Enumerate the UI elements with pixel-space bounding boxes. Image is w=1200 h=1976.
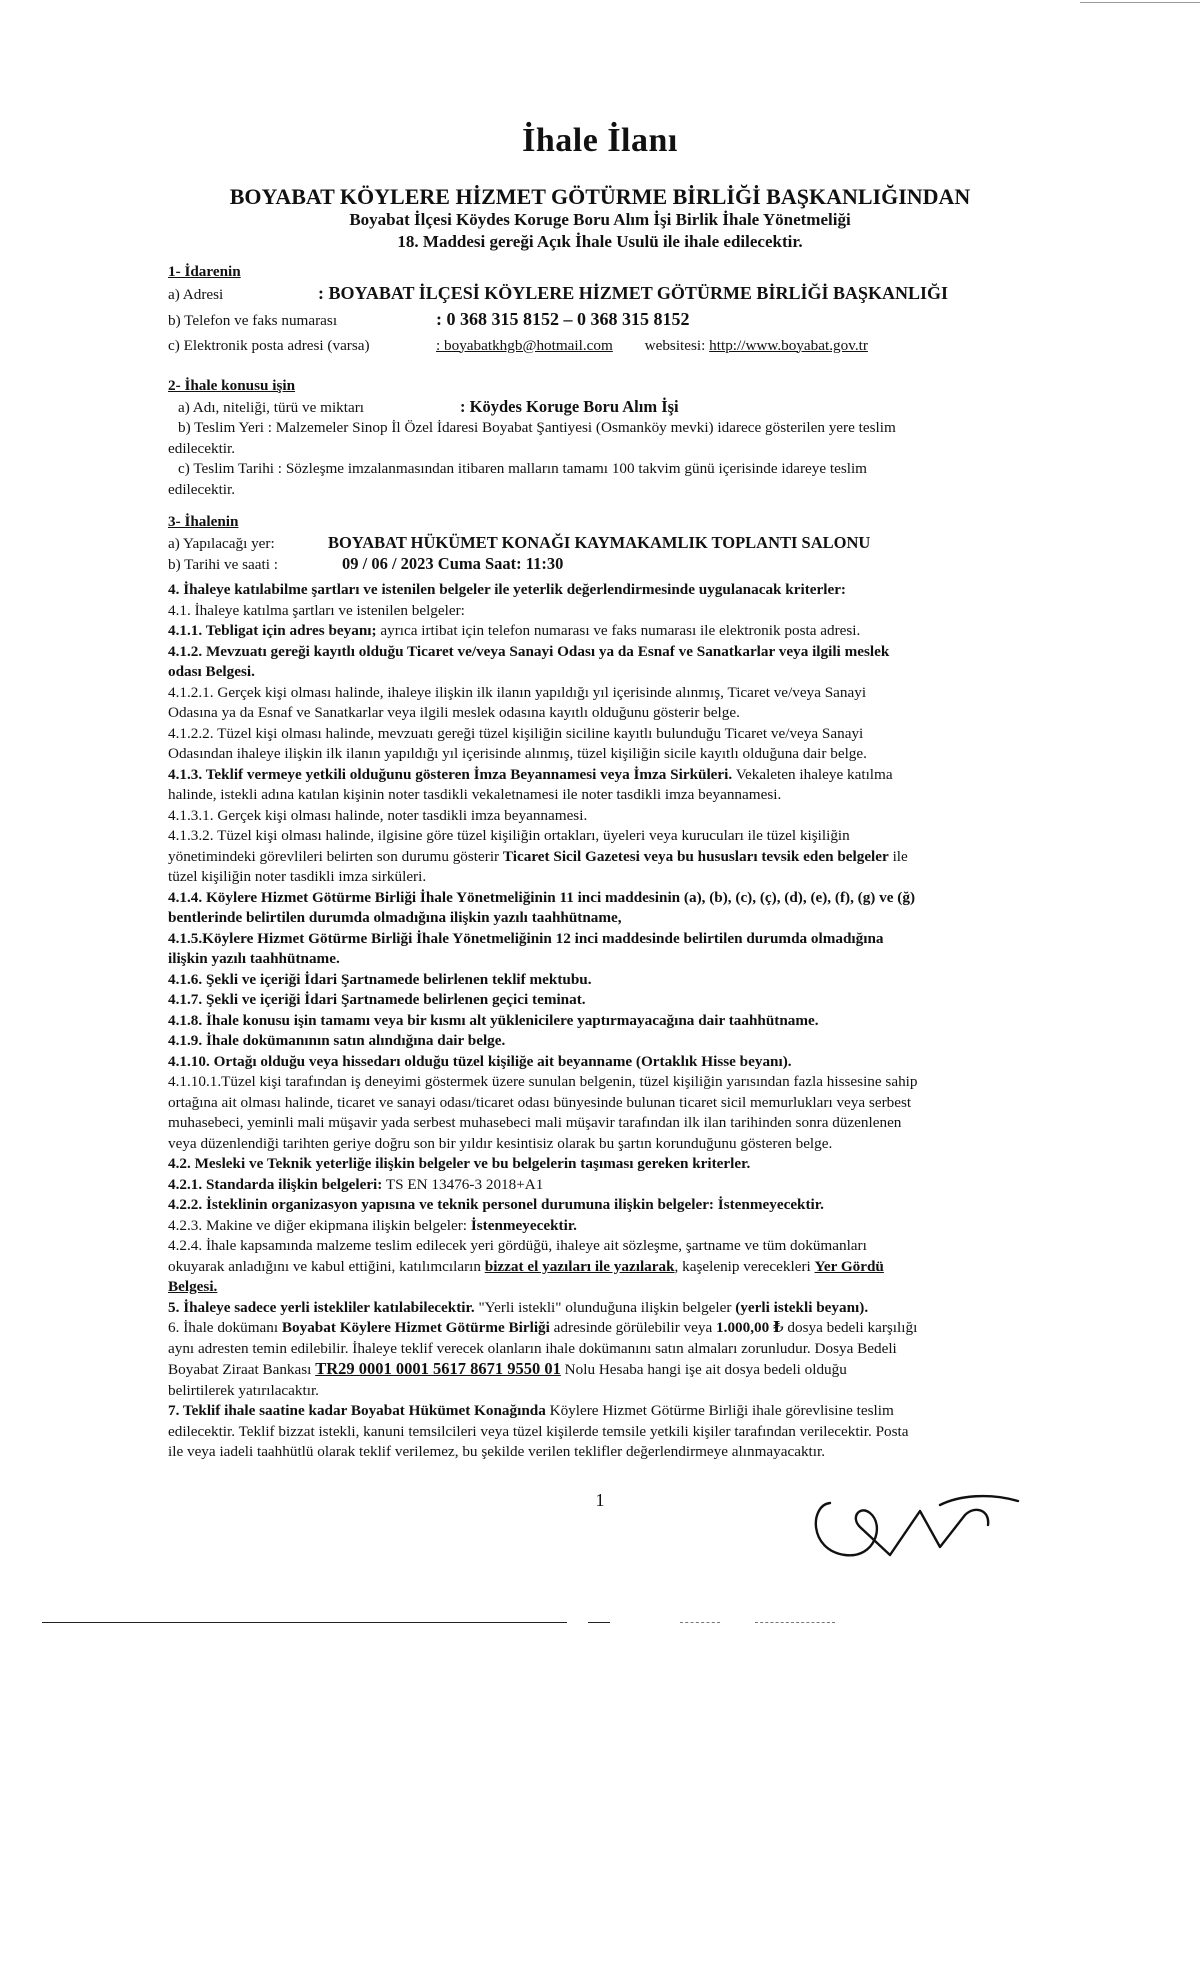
clause-6-org: Boyabat Köylere Hizmet Götürme Birliği xyxy=(281,1319,550,1336)
clause-4-1-1-bold: 4.1.1. Tebligat için adres beyanı; xyxy=(168,622,377,639)
clause-4-1-6: 4.1.6. Şekli ve içeriği İdari Şartnamede belirlenen teklif mektubu. xyxy=(168,970,592,988)
clause-4-2-4-text-a: okuyarak anladığını ve kabul ettiğini, katılımcıların xyxy=(168,1257,485,1275)
section-4 xyxy=(168,580,1076,1463)
website-link[interactable]: http://www.boyabat.gov.tr xyxy=(709,336,868,354)
section-4-heading: 4. İhaleye katılabilme şartları ve istenilen belgeler ile yeterlik değerlendirmesinde uygulanacak kriterler: xyxy=(168,581,846,598)
clause-6-cont-2 xyxy=(168,1359,1076,1381)
clause-4-1-2-2: 4.1.2.2. Tüzel kişi olması halinde, mevzuatı gereği tüzel kişiliğin siciline kayıtlı bulunduğu Ticaret ve/veya Sanayi xyxy=(168,724,864,742)
clause-4-2-4: 4.2.4. İhale kapsamında malzeme teslim edilecek yeri gördüğü, ihaleye ait sözleşme, şartname ve tüm dokümanları xyxy=(168,1237,867,1254)
clause-4-1-10-1-cont-2: muhasebeci, yeminli mali müşavir yada serbest muhasebeci mali müşavir tarafından ilk ilan tarihinden sonra düzenlenen xyxy=(168,1114,902,1131)
clause-4-1-10: 4.1.10. Ortağı olduğu veya hissedarı olduğu tüzel kişiliğe ait beyanname (Ortaklık Hisse beyanı). xyxy=(168,1052,792,1070)
clause-4-1-10-1: 4.1.10.1.Tüzel kişi tarafından iş deneyimi göstermek üzere sunulan belgenin, tüzel kişiliğin yarısından fazla hissesine sahip xyxy=(168,1073,918,1090)
clause-7 xyxy=(168,1401,1076,1422)
clause-4-2-3 xyxy=(168,1216,1076,1237)
clause-4-1-4-cont: bentlerinde belirtilen durumda olmadığına ilişkin yazılı taahhütname, xyxy=(168,909,622,926)
clause-4-2-1-bold: 4.2.1. Standarda ilişkin belgeleri: xyxy=(168,1175,383,1193)
clause-4-1-2: 4.1.2. Mevzuatı gereği kayıtlı olduğu Ticaret ve/veya Sanayi Odası ya da Esnaf ve Sanatkarlar veya ilgili meslek xyxy=(168,642,890,660)
clause-6-text-account: Nolu Hesaba hangi işe ait dosya bedeli olduğu xyxy=(560,1361,847,1378)
clause-6-fee: 1.000,00 ₺ xyxy=(716,1319,784,1336)
clause-5 xyxy=(168,1298,1076,1319)
clause-6 xyxy=(168,1318,1076,1339)
subject-heading: Boyabat İlçesi Köydes Koruge Boru Alım İşi Birlik İhale Yönetmeliği xyxy=(349,210,851,229)
top-edge-line xyxy=(1080,2,1200,3)
clause-4-1-8: 4.1.8. İhale konusu işin tamamı veya bir kısmı alt yüklenicilere yaptırmayacağına dair taahhütname. xyxy=(168,1011,819,1029)
clause-6-text-e: dosya bedeli karşılığı xyxy=(783,1319,918,1336)
item-name-label: a) Adı, niteliği, türü ve miktarı xyxy=(178,398,365,416)
tender-date-label: b) Tarihi ve saati : xyxy=(168,556,278,573)
delivery-date-line-2: edilecektir. xyxy=(168,480,236,498)
clause-4-1-7: 4.1.7. Şekli ve içeriği İdari Şartnamede belirlenen geçici teminat. xyxy=(168,991,586,1008)
clause-4-1-2-1: 4.1.2.1. Gerçek kişi olması halinde, ihaleye ilişkin ilk ilanın yapıldığı yıl içerisinde alınmış, Ticaret ve/veya Sanayi xyxy=(168,683,867,701)
section-2-title: 2- İhale konusu işin xyxy=(168,377,296,394)
clause-4-1-3-2-bold: Ticaret Sicil Gazetesi veya bu hususları tevsik eden belgeler xyxy=(502,847,889,865)
clause-4-1-1 xyxy=(168,621,1076,642)
clause-7-bold: 7. Teklif ihale saatine kadar Boyabat Hükümet Konağında xyxy=(168,1402,546,1419)
clause-4-2-4-handwritten: bizzat el yazıları ile yazılarak xyxy=(484,1257,675,1275)
clause-6-cont: aynı adresten temin edilebilir. İhaleye teklif verecek olanların ihale dokümanını satın almaları zorunludur. Dosya Bedeli xyxy=(168,1339,897,1357)
clause-4-1-3-cont: halinde, istekli adına katılan kişinin noter tasdikli vekaletnamesi ile noter tasdikli imza beyannamesi. xyxy=(168,786,782,803)
phone-row xyxy=(168,309,1076,332)
clause-4-1-5: 4.1.5.Köylere Hizmet Götürme Birliği İhale Yönetmeliğinin 12 inci maddesinde belirtilen durumda olmadığına xyxy=(168,929,884,947)
tender-place-value: BOYABAT HÜKÜMET KONAĞI KAYMAKAMLIK TOPLANTI SALONU xyxy=(328,532,871,552)
email-label: c) Elektronik posta adresi (varsa) xyxy=(168,336,370,354)
clause-4-2-4-site-cert: Yer Gördü xyxy=(814,1257,884,1275)
clause-6-iban: TR29 0001 0001 5617 8671 9550 01 xyxy=(315,1359,561,1378)
clause-4-1-5-cont: ilişkin yazılı taahhütname. xyxy=(168,950,340,967)
email-value: : boyabatkhgb@hotmail.com xyxy=(436,336,613,354)
clause-4-1-3-text: Vekaleten ihaleye katılma xyxy=(732,765,893,783)
clause-5-text: "Yerli istekli" olunduğuna ilişkin belgeler xyxy=(474,1298,736,1316)
issuer-heading: BOYABAT KÖYLERE HİZMET GÖTÜRME BİRLİĞİ BAŞKANLIĞINDAN xyxy=(229,184,971,209)
clause-4-1-3-2-cont-2: tüzel kişiliğin noter tasdikli imza sirküleri. xyxy=(168,868,427,885)
item-name-value: : Köydes Koruge Boru Alım İşi xyxy=(460,396,679,416)
delivery-date-line: c) Teslim Tarihi : Sözleşme imzalanmasından itibaren malların tamamı 100 takvim günü içerisinde idareye teslim xyxy=(178,460,867,477)
section-3 xyxy=(168,512,1076,576)
clause-4-1-3-2: 4.1.3.2. Tüzel kişi olması halinde, ilgisine göre tüzel kişiliğin ortakları, üyeleri veya kurucuları ile tüzel kişiliğin xyxy=(168,827,850,844)
delivery-place-line: b) Teslim Yeri : Malzemeler Sinop İl Özel İdaresi Boyabat Şantiyesi (Osmanköy mevki) idarece gösterilen yere teslim xyxy=(178,419,896,436)
clause-4-2-4-text-c: , kaşelenip verecekleri xyxy=(674,1257,815,1275)
footer-rule-segment xyxy=(588,1622,610,1623)
clause-4-1-2-cont: odası Belgesi. xyxy=(168,663,255,680)
clause-4-1-10-1-cont-3: veya düzenlendiği tarihten geriye doğru son bir yıldır kesintisiz olarak bu şartın korunduğunu gösteren belge. xyxy=(168,1134,833,1152)
clause-4-2-1 xyxy=(168,1175,1076,1196)
clause-4-1-2-2-cont: Odasından ihaleye ilişkin ilk ilanın yapıldığı yıl içerisinde alınmış, tüzel kişiliğin sicile kayıtlı olduğuna dair belge. xyxy=(168,745,867,762)
item-name-row xyxy=(168,397,1076,419)
tender-place-row xyxy=(168,533,1076,555)
clause-4-1: 4.1. İhaleye katılma şartları ve istenilen belgeler: xyxy=(168,601,465,619)
email-row xyxy=(168,336,1076,357)
clause-4-2-4-cont xyxy=(168,1257,1076,1278)
clause-4-1-9: 4.1.9. İhale dokümanının satın alındığına dair belge. xyxy=(168,1032,506,1049)
clause-5-bold-2: (yerli istekli beyanı). xyxy=(735,1298,869,1316)
address-row xyxy=(168,283,1076,306)
clause-4-1-10-1-cont: ortağına ait olması halinde, ticaret ve sanayi odası/ticaret odası bünyesinde bulunan ticaret sicil memurlukları veya serbest xyxy=(168,1093,912,1111)
clause-4-1-3-2-text-a: yönetimindeki görevlileri belirten son durumu gösterir xyxy=(168,847,503,865)
section-3-title: 3- İhalenin xyxy=(168,513,239,530)
clause-4-2: 4.2. Mesleki ve Teknik yeterliğe ilişkin belgeler ve bu belgelerin taşıması gereken kriterler. xyxy=(168,1155,751,1172)
clause-4-1-3 xyxy=(168,765,1076,786)
clause-7-cont: edilecektir. Teklif bizzat istekli, kanuni temsilcileri veya tüzel kişilerde temsile yetkili kişiler tarafından verilecektir. Posta xyxy=(168,1422,909,1440)
website-label: websitesi: xyxy=(644,336,706,354)
address-value: : BOYABAT İLÇESİ KÖYLERE HİZMET GÖTÜRME BİRLİĞİ BAŞKANLIĞI xyxy=(318,282,948,303)
section-2 xyxy=(168,376,1076,500)
page-number: 1 xyxy=(595,1490,605,1510)
clause-4-2-2: 4.2.2. İsteklinin organizasyon yapısına ve teknik personel durumuna ilişkin belgeler: İstenmeyecektir. xyxy=(168,1196,824,1213)
footer-rule xyxy=(42,1622,567,1623)
clause-7-cont-2: ile veya iadeli taahhütlü olarak teklif verilemez, bu şekilde verilen teklifler değerlendirmeye alınmayacaktır. xyxy=(168,1443,825,1460)
clause-6-text-a: 6. İhale dokümanı xyxy=(168,1319,282,1336)
clause-4-1-4: 4.1.4. Köylere Hizmet Götürme Birliği İhale Yönetmeliğinin 11 inci maddesinin (a), (b), (c), (ç), (d), (e), (f), (g) ve (ğ) xyxy=(168,888,916,906)
footer-dash xyxy=(680,1622,720,1623)
clause-6-cont-3: belirtilerek yatırılacaktır. xyxy=(168,1381,319,1399)
section-1-title: 1- İdarenin xyxy=(168,263,241,280)
clause-5-bold: 5. İhaleye sadece yerli istekliler katılabilecektir. xyxy=(168,1298,475,1316)
tender-place-label: a) Yapılacağı yer: xyxy=(168,534,275,552)
clause-4-1-3-2-cont xyxy=(168,847,1076,868)
delivery-place-line-2: edilecektir. xyxy=(168,439,236,457)
clause-4-1-3-1: 4.1.3.1. Gerçek kişi olması halinde, noter tasdikli imza beyannamesi. xyxy=(168,806,588,824)
address-label: a) Adresi xyxy=(168,285,224,303)
phone-value: : 0 368 315 8152 – 0 368 315 8152 xyxy=(436,309,690,329)
clause-4-1-2-1-cont: Odasına ya da Esnaf ve Sanatkarlar veya ilgili meslek odasına kayıtlı olduğunu gösterir belge. xyxy=(168,704,740,721)
clause-6-bank: Boyabat Ziraat Bankası xyxy=(168,1361,316,1378)
footer-dash-2 xyxy=(755,1622,835,1623)
clause-4-2-4-cont-2: Belgesi. xyxy=(168,1278,218,1295)
document-title: İhale İlanı xyxy=(522,122,678,159)
clause-4-2-1-text: TS EN 13476-3 2018+A1 xyxy=(382,1175,544,1193)
procedure-heading: 18. Maddesi gereği Açık İhale Usulü ile ihale edilecektir. xyxy=(397,232,803,251)
section-1 xyxy=(168,262,1076,356)
clause-4-1-3-2-text-c: ile xyxy=(888,847,908,865)
clause-4-1-1-text: ayrıca irtibat için telefon numarası ve faks numarası ile elektronik posta adresi. xyxy=(376,622,861,639)
clause-4-1-3-bold: 4.1.3. Teklif vermeye yetkili olduğunu gösteren İmza Beyannamesi veya İmza Sirküleri. xyxy=(168,765,733,783)
tender-date-value: 09 / 06 / 2023 Cuma Saat: 11:30 xyxy=(342,554,564,573)
clause-7-text: Köylere Hizmet Götürme Birliği ihale görevlisine teslim xyxy=(545,1402,894,1419)
clause-4-2-3-text: 4.2.3. Makine ve diğer ekipmana ilişkin belgeler: xyxy=(168,1216,471,1234)
clause-6-text-c: adresinde görülebilir veya xyxy=(549,1319,717,1336)
tender-date-row xyxy=(168,554,1076,576)
phone-label: b) Telefon ve faks numarası xyxy=(168,312,338,329)
clause-4-2-3-bold: İstenmeyecektir. xyxy=(470,1216,577,1234)
